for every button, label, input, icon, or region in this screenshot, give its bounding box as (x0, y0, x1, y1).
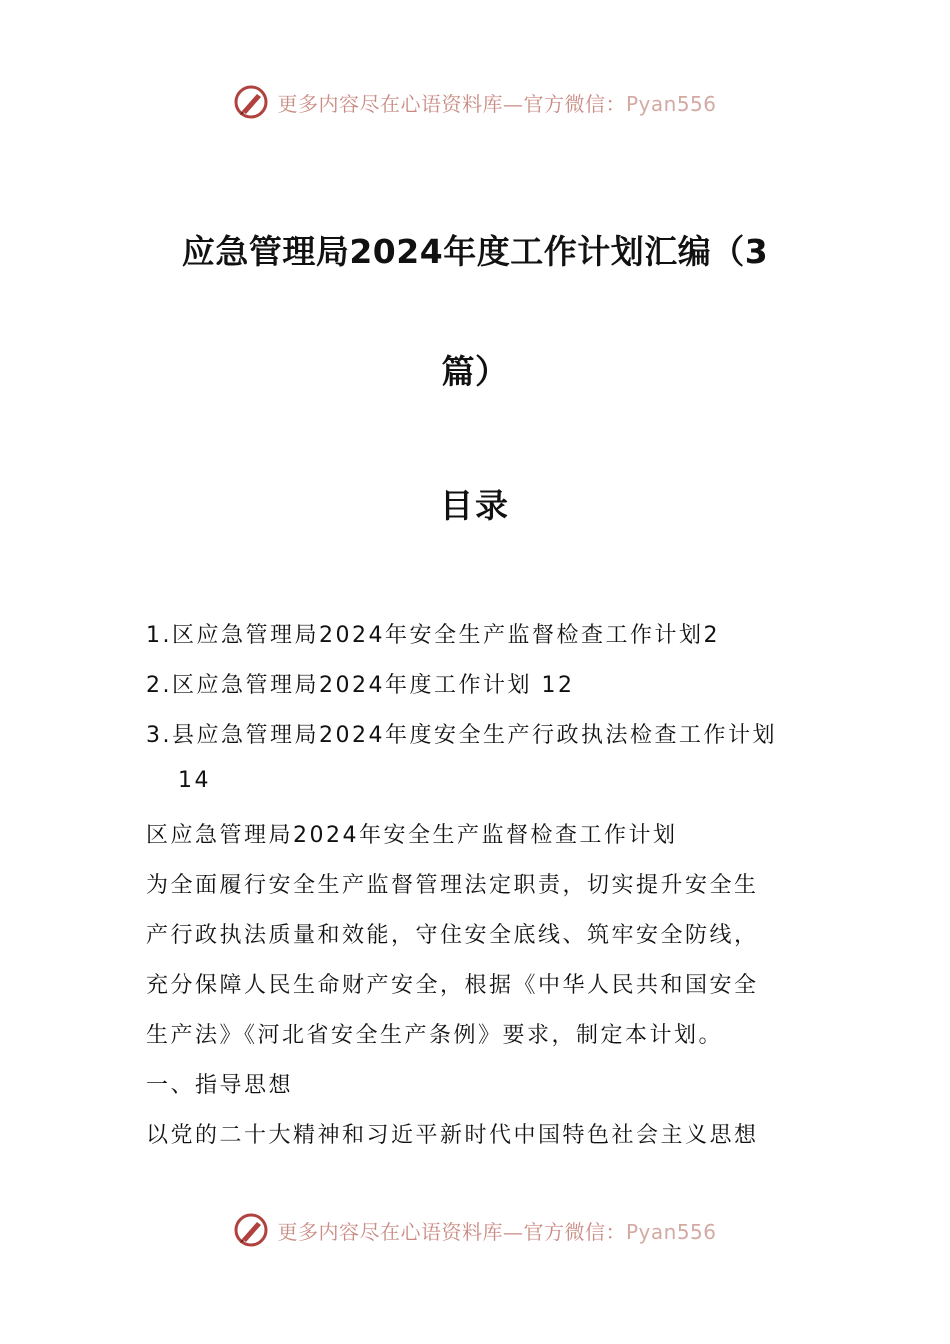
footer-watermark (0, 1212, 950, 1248)
body-line: 产行政执法质量和效能，守住安全底线、筑牢安全防线， (146, 923, 759, 948)
toc-item-3: 3.县应急管理局2024年度安全生产行政执法检查工作计划 (146, 723, 777, 748)
body-line: 生产法》《河北省安全生产条例》要求，制定本计划。 (146, 1023, 724, 1048)
subsection-heading: 一、指导思想 (146, 1073, 294, 1098)
section-title: 区应急管理局2024年安全生产监督检查工作计划 (146, 823, 678, 848)
watermark-text: 更多内容尽在心语资料库—官方微信：Pyan556 (277, 91, 717, 116)
document-title-line-2: 篇） (441, 352, 509, 391)
toc-item-2: 2.区应急管理局2024年度工作计划 12 (146, 673, 575, 698)
toc-item-1: 1.区应急管理局2024年安全生产监督检查工作计划2 (146, 623, 720, 648)
watermark-text: 更多内容尽在心语资料库—官方微信：Pyan556 (277, 1219, 717, 1244)
document-title-line-1: 应急管理局2024年度工作计划汇编（3 (181, 232, 769, 271)
pen-logo-icon (233, 1212, 269, 1248)
header-watermark (0, 84, 950, 120)
toc-item-3-page: 14 (178, 768, 211, 793)
toc-heading: 目录 (440, 486, 510, 525)
body-line: 充分保障人民生命财产安全，根据《中华人民共和国安全 (146, 973, 759, 998)
pen-logo-icon (233, 84, 269, 120)
body-line: 为全面履行安全生产监督管理法定职责，切实提升安全生 (146, 873, 759, 898)
body-line: 以党的二十大精神和习近平新时代中国特色社会主义思想 (146, 1123, 759, 1148)
